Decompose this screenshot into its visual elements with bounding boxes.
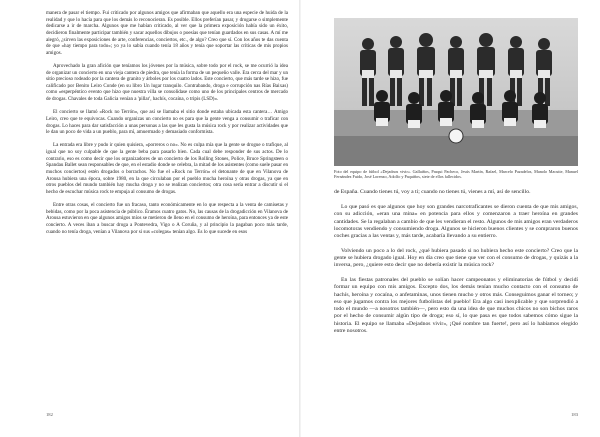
paragraph: manera de pasar el tiempo. Fui criticado por algunos amigos que afirmaban que aquello era una especie de huida de la realidad y que lo hacía para que los demás lo reconocieran. Es posible. Ellos preferían pasar, y drogarse o simplemente dedicarse a ir de marcha. Algunos que me habían criticado, al ver que la primera exposición había sido un éxito, decidieron finalmente participar también y sacar aquellos dibujos o poesías que tenían guardados en sus casas. A mí me alegró, ¿sirven las exposiciones de arte, conferencias, conciertos, etc., de algo? Creo que sí. Con los años te das cuenta de que «hay tiempo para todo»; yo ya lo sabía cuando tenía 18 años y tenía que soportar las críticas de mis propios amigos. (46, 10, 288, 56)
photo-caption: Foto del equipo de fútbol «Dejadnos vivir». Gallaiños, Pasqui Pacheco, Jesús Martín, Rafael, Marcelo Pazadelos, Manolo Macutte, Manuel Fernández Fuido, José Lorenzo, Adolfo y Paquiños, siete de ellos fallecidos. (334, 169, 578, 180)
page-number: 182 (46, 412, 53, 417)
paragraph: Entre otras cosas, el concierto fue un fracaso, tanto económicamente en lo que respecta a la venta de camisetas y bebidas, como por la poca asistencia de público. Éramos cuatro gatos. No, las causas de la drogadicción en Vilanova de Arousa estuvieron en que algunos amigos míos se metieron de lleno en el consumo de heroína, para entonces ya de este concierto. A veces iban a buscar droga a Pontevedra, Vigo o A Coruña, y al principio la pagaban poco más tarde, cuando no tenía droga, venían a Vilanova por si sus «colegas» tenían algo. Es lo que sucede en esos (46, 202, 288, 235)
paragraph: Aprovechado la gran afición que teníamos los jóvenes por la música, sobre todo por el rock, se me ocurrió la idea de organizar un concierto en una vieja cantera de piedra, que tenía la forma de un pequeño valle. Era cerca del mar y un sitio precioso rodeado por la cantera de granito y árboles por los cuatro lados. Este concierto, que más tarde se hizo, fue calificado por Benito Leiro Conde (en su libro Un lugar tranquilo. Contrabando, droga e corrupción nas Rías Baixas) como «esperpéntico evento que hizo que nuestra villa se consolidase como uno de los principales centros de mercado de drogas. Chavales de toda Galicia venían a 'pillar', hachís, cocaína, o tripis (LSD)». (46, 62, 288, 103)
paragraph: En las fiestas patronales del pueblo se solían hacer campeonatos y eliminatorias de fútbol y decidí formar un equipo con mis amigos. Excepto dos, los demás tenían mucho contacto con el consumo de hachís, heroína y cocaína, o anfetaminas, unos tienen mucho y otros más. Conseguimos ganar el torneo; y eso que jugamos contra los mejores futbolistas del pueblo! Era algo casi inexplicable y que sorprendió a todo el mundo —a nosotros también—, pero esto da una idea de que muchos chicos no son bichos raros por el hecho de consumir algún tipo de droga; eso sí, lo que pasa es que todos sabemos cómo sigue la historia. El equipo se llamaba «Dejadnos vivir», ¡Qué nombre tan fuerte!, pero así lo habíamos elegido entre nosotros. (334, 276, 578, 335)
paragraph: Lo que pasó es que algunos que hoy son grandes narcotraficantes se dieron cuenta de que mis amigos, con su adicción, «eran una mina» en potencia para ellos y comenzaron a traer heroína en grandes cantidades. Se la regalaban a cambio de que les vendieran el resto. Algunos de mis amigos eran verdaderos locomotoras vendiendo y consumiendo droga. Algunos se hicieron buenos clientes y se compraron buenos coches gracias a las ventas y, más tarde, acabaría llevando a su entierro. (334, 204, 578, 240)
football-icon (449, 129, 463, 143)
paragraph: de España. Cuando tienes tú, voy a ti; cuando no tienes tú, vienes a mí, así de sencillo. (334, 189, 531, 196)
paragraph: La entrada era libre y pudo ir quien quisiera, «porreros o no». No es culpa mía que la gente se drogue o trafique, al igual que no soy culpable de que la gente beba para pasarlo bien. Cada cual debe responder de sus actos. De lo contrario, eso es como decir que los organizadores de un concierto de los Rolling Stones, Police, Bruce Springsteen o Spandau Ballet sean responsables de que, en el estadio donde se celebra, la mitad de los asistentes (como suele pasar en muchos conciertos) estén drogados o borrachos. No fue el «Rock no Terrón» el detonante de que en Vilanova de Arousa hubiera una época, sobre 1980, en la que circulaban por el pueblo mucha heroína y otras drogas, ya que en otros pueblos del mundo también hay mucha droga y no se realizan conciertos; otra cosa sería entrar a discutir si el hecho de escuchar música rock te empuja al consumo de drogas. (46, 142, 288, 195)
team-photo (334, 18, 578, 166)
right-page (300, 0, 600, 437)
team-photo-illustration (334, 18, 578, 166)
page-number: 183 (571, 412, 578, 417)
paragraph: Volviendo un poco a lo del rock, ¿qué hubiera pasado si no hubiera hecho este concierto? Creo que la gente se hubiera drogado igual. Hoy en día creo que tiene que ver con el consumo de drogas, y quizás a la inversa, pero, ¿quiere esto decir que no debería existir la música rock? (334, 247, 578, 269)
paragraph: El concierto se llamó «Rock no Terrón», que así se llamaba el sitio donde estaba ubicada esta cantera… Amigo Leiro, creo que te equivocas. Cuando organizas un concierto no es para que la gente venga a consumir o traficar con drogas. Lo haces para dar satisfacción a unas personas a las que les gusta la música rock y por realizar actividades que le dan un poco de vida a un pueblo, para mí, amuermado y demasiado conformista. (46, 109, 288, 136)
